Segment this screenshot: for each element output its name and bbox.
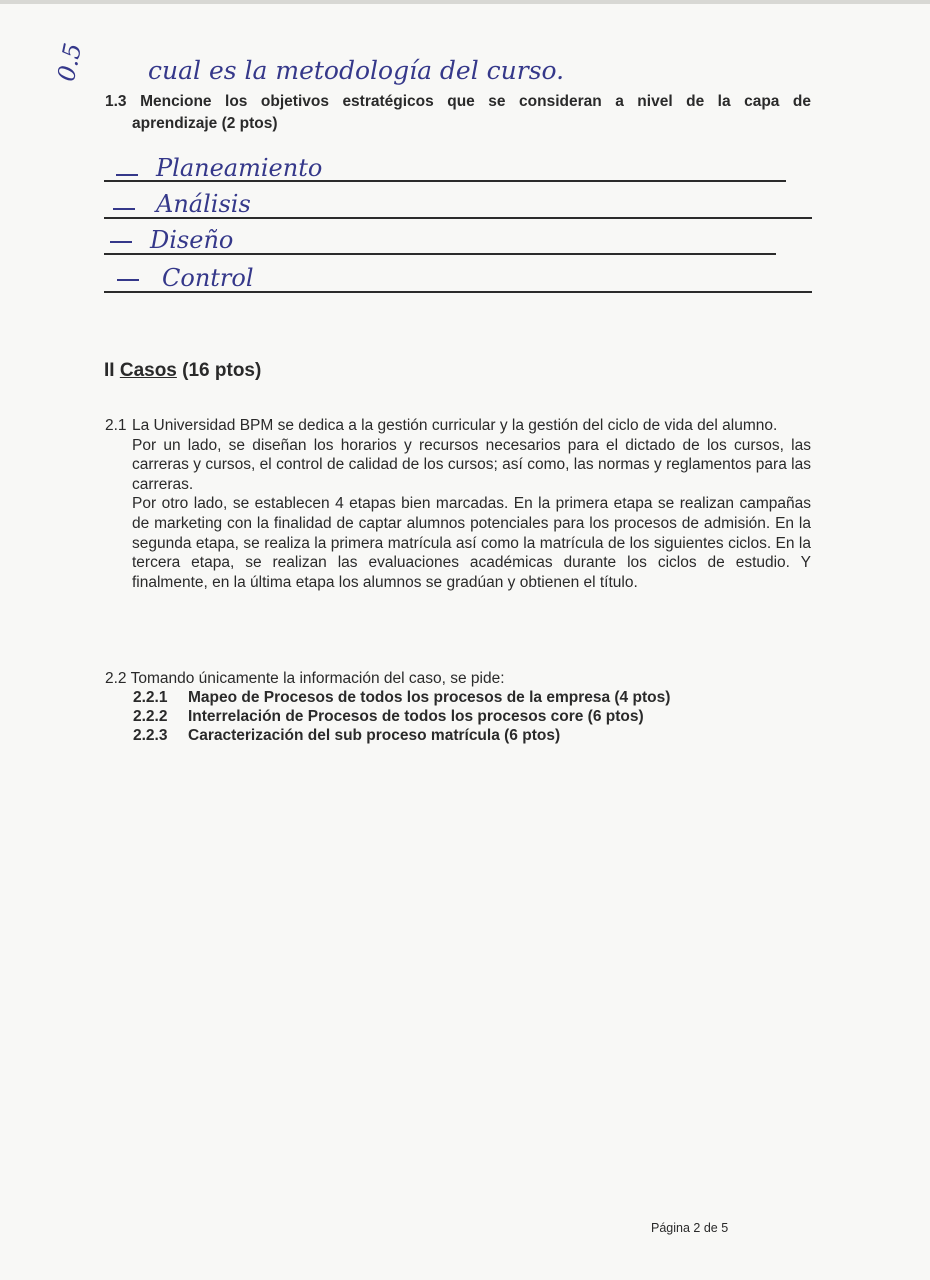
subquestion-text: Interrelación de Procesos de todos los procesos core (6 ptos): [188, 708, 644, 725]
case-paragraph-2: Por un lado, se diseñan los horarios y recursos necesarios para el dictado de los cursos, las carreras y cursos, el control de calidad de los cursos; así como, las normas y reglamentos para las carreras.: [132, 436, 811, 493]
question-2-2: [105, 669, 811, 745]
margin-score-text: 0.5: [52, 40, 88, 84]
answer-1: Planeamiento: [156, 154, 323, 182]
section-numeral: II: [104, 360, 115, 381]
answer-4: Control: [162, 264, 254, 292]
answer-3: Diseño: [150, 226, 234, 254]
subquestion-2-2-1: [133, 688, 811, 707]
section-title: Casos: [119, 360, 177, 381]
subquestion-text: Mapeo de Procesos de todos los procesos de la empresa (4 ptos): [188, 689, 671, 706]
answer-dash-3: [110, 241, 132, 243]
answer-dash-2: [113, 208, 135, 210]
section-points: (16 ptos): [182, 360, 262, 381]
subquestion-text: Caracterización del sub proceso matrícula (6 ptos): [188, 727, 561, 744]
question-2-2-number: 2.2: [105, 670, 127, 687]
case-2-1-number: 2.1: [105, 417, 127, 434]
page-number: Página 2 de 5: [651, 1221, 729, 1235]
case-2-1: [105, 416, 811, 592]
question-2-2-lead: [105, 669, 811, 688]
question-2-2-text: Tomando únicamente la información del caso, se pide:: [130, 670, 505, 687]
answer-dash-1: [116, 174, 138, 176]
margin-score: [52, 41, 87, 84]
answer-2: Análisis: [156, 190, 251, 218]
case-paragraph-3: Por otro lado, se establecen 4 etapas bien marcadas. En la primera etapa se realizan campañas de marketing con la finalidad de captar alumnos potenciales para los procesos de admisión. En la segunda etapa, se realiza la primera matrícula así como la matrícula de los siguientes ciclos. En la tercera etapa, se realizan las evaluaciones académicas durante los ciclos de estudio. Y finalmente, en la última etapa los alumnos se gradúan y obtienen el título.: [132, 495, 811, 591]
question-1-3-number: 1.3: [105, 93, 127, 110]
subquestion-number: 2.2.3: [133, 727, 168, 744]
question-1-3-line1: [105, 92, 811, 112]
handwritten-header-text: cual es la metodología del curso.: [148, 56, 565, 85]
scan-edge: [0, 0, 930, 4]
subquestion-number: 2.2.1: [133, 689, 168, 706]
handwritten-header-note: [148, 56, 564, 85]
section-heading: [104, 360, 261, 382]
case-paragraph-1: La Universidad BPM se dedica a la gestión curricular y la gestión del ciclo de vida del alumno.: [132, 417, 778, 434]
question-1-3-text-line1: Mencione los objetivos estratégicos que se consideran a nivel de la capa de: [140, 93, 812, 110]
question-1-3-line2: aprendizaje (2 ptos): [132, 115, 278, 132]
subquestion-2-2-2: [133, 707, 811, 726]
subquestion-number: 2.2.2: [133, 708, 168, 725]
subquestion-2-2-3: [133, 726, 811, 745]
answer-dash-4: [117, 279, 139, 281]
